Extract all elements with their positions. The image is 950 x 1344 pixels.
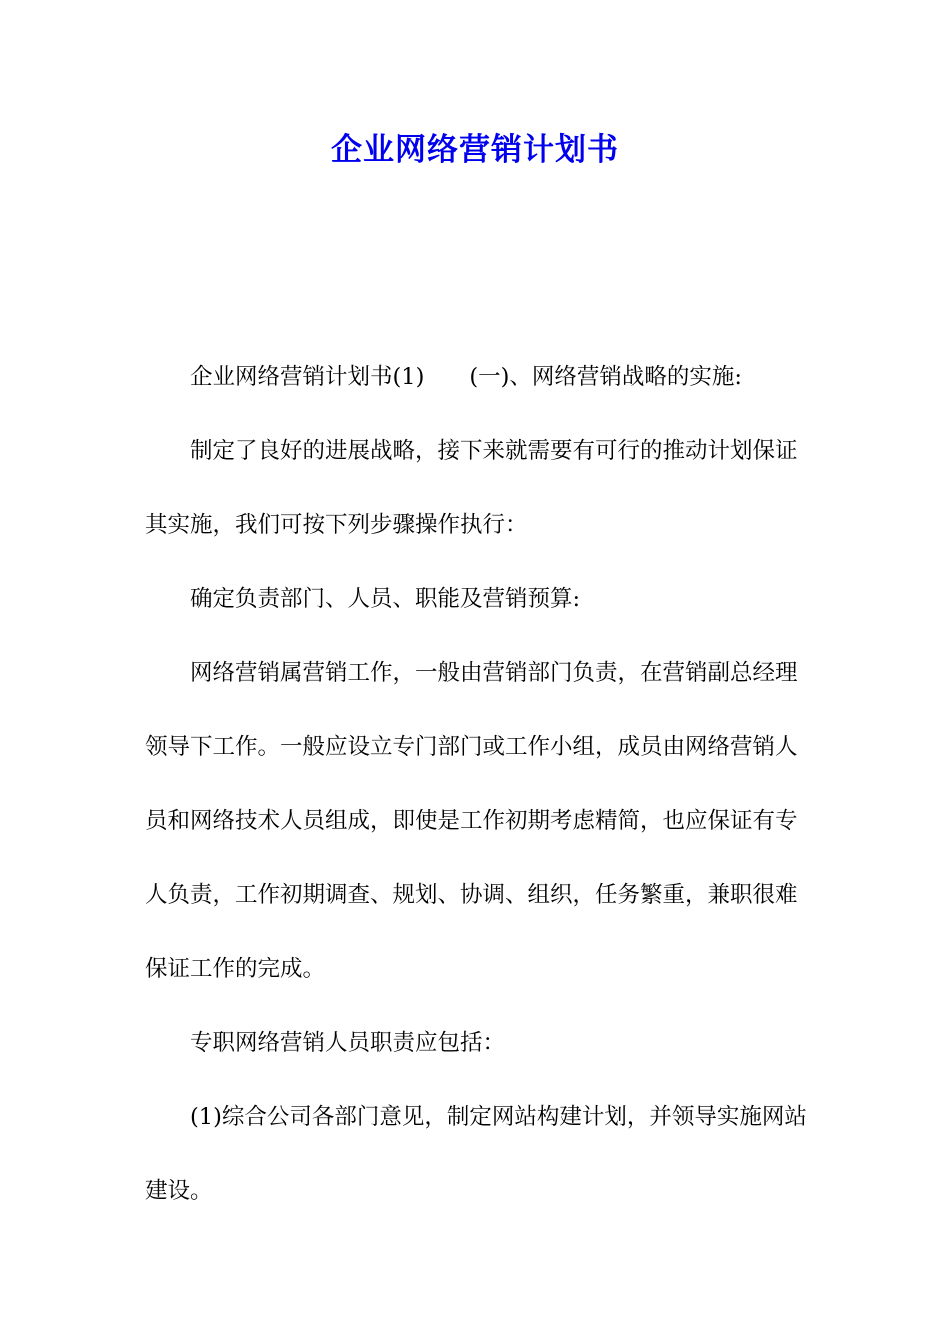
document-body	[145, 340, 810, 1228]
paragraph-strategy-intro: 制定了良好的进展战略，接下来就需要有可行的推动计划保证其实施，我们可按下列步骤操作执行：	[145, 438, 798, 538]
document-title: 企业网络营销计划书	[331, 132, 619, 168]
paragraph-responsibility-heading: 确定负责部门、人员、职能及营销预算:	[190, 586, 581, 612]
paragraph-duties-heading: 专职网络营销人员职责应包括：	[190, 1030, 506, 1056]
paragraph-heading-line: 企业网络营销计划书(1) (一)、网络营销战略的实施:	[190, 364, 743, 390]
paragraph-duty-1: (1)综合公司各部门意见，制定网站构建计划，并领导实施网站建设。	[145, 1104, 807, 1204]
paragraph-department-description: 网络营销属营销工作，一般由营销部门负责，在营销副总经理领导下工作。一般应设立专门部门或工作小组，成员由网络营销人员和网络技术人员组成，即使是工作初期考虑精简，也应保证有专人负责，工作初期调查、规划、协调、组织，任务繁重，兼职很难保证工作的完成。	[145, 660, 798, 982]
